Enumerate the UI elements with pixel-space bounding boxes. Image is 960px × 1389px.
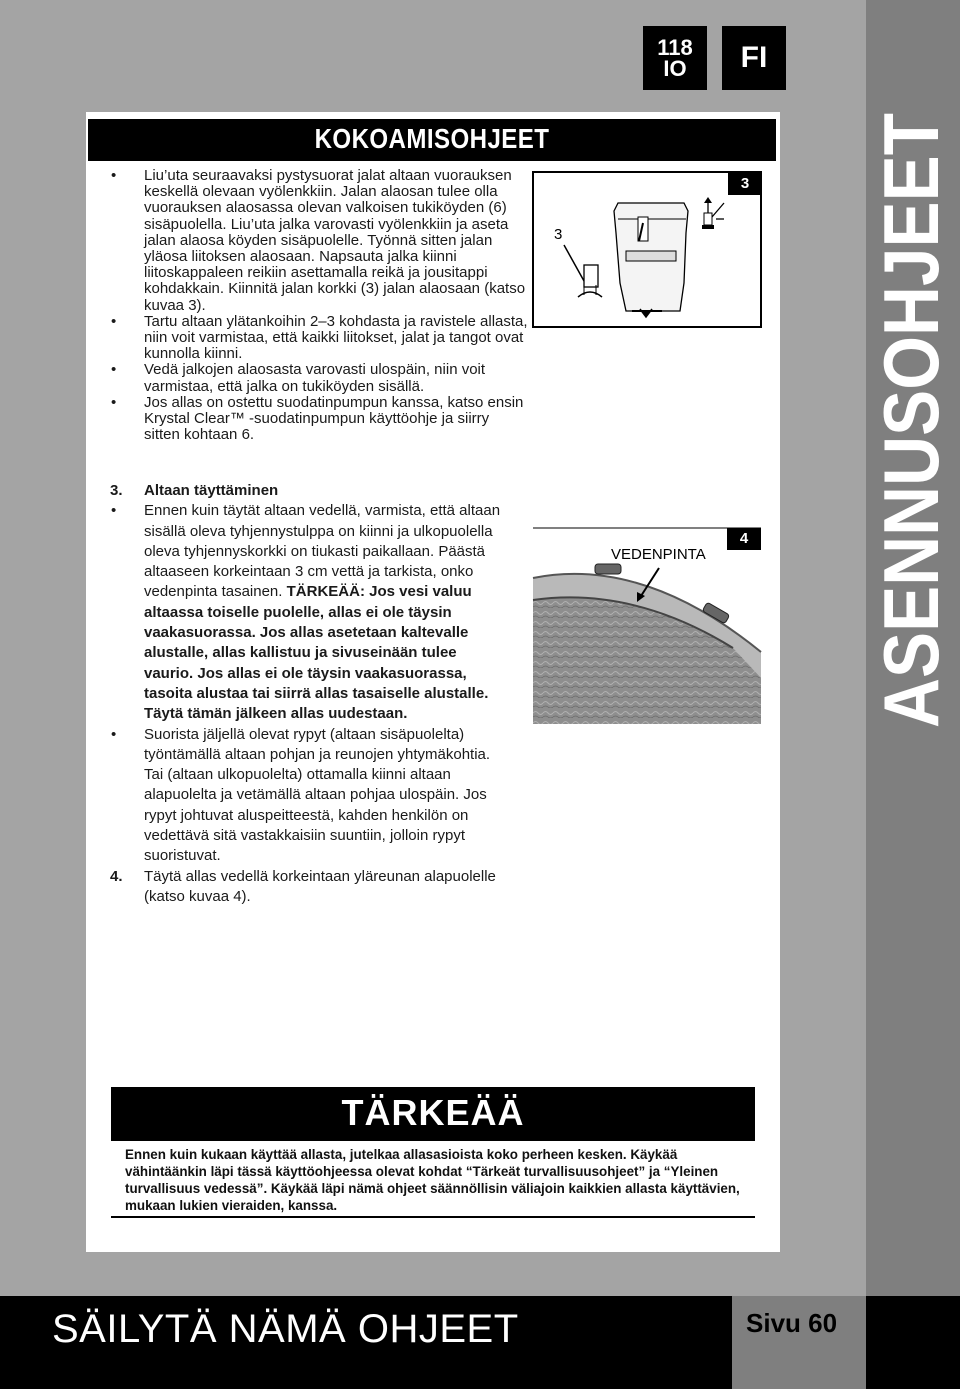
step-4-text: Täytä allas vedellä korkeintaan yläreunan alapuolelle (katso kuvaa 4). — [144, 867, 496, 905]
side-title — [867, 34, 955, 728]
page-number: Sivu 60 — [746, 1308, 838, 1338]
bullet-text: Liu’uta seuraavaksi pystysuorat jalat altaan vuorauksen keskellä olevaan vyölenkkiin. Jalan alaosan tulee olla vuorauksen alaosassa olevan valkoisen tukiköyden (6) sisäpuolella. Liu’uta jalka varovasti vyölenkkiin ja aseta jalan alaosa köyden sisäpuolelle. Työnnä sitten jalan yläosa liitoksen alaosaan. Napsauta jalka kiinni liitoskappaleen reikiin asettamalla reikä ja jousitappi kohdakkain. Kiinnitä jalan korkki (3) jalan alaosaan (katso kuvaa 3). — [144, 167, 526, 314]
assembly-bullets — [108, 168, 528, 443]
important-title: TÄRKEÄÄ — [341, 1092, 525, 1133]
section-title: KOKOAMISOHJEET — [314, 123, 550, 154]
water-level-label: VEDENPINTA — [611, 546, 706, 563]
step-3-warning-text: TÄRKEÄÄ: Jos vesi valuu altaassa toiselle puolelle, allas ei ole täysin vaakasuorassa. Jos allas asetetaan kaltevalle alustalle, allas kallistuu ja sivuseinään tulee vaurio. Jos allas ei ole täysin vaakasuorassa, tasoita alustaa tai siirrä allas tasaiselle alustalle. Täytä tämän jälkeen allas uudestaan. — [144, 583, 489, 723]
bullet-text: Vedä jalkojen alaosasta varovasti ulospäin, niin voit varmistaa, että jalka on tukiköyden sisällä. — [144, 361, 486, 395]
bullet-text: Tartu altaan ylätankoihin 2–3 kohdasta ja ravistele allasta, niin voit varmistaa, että kaikki liitokset, jalat ja tangot ovat kunnolla kiinni. — [144, 312, 528, 363]
model-line-2: IO — [663, 56, 687, 81]
footer-title: SÄILYTÄ NÄMÄ OHJEET — [52, 1307, 519, 1351]
step-3-heading: Altaan täyttäminen — [144, 482, 279, 499]
step-3-number: 3. — [110, 482, 123, 499]
important-text: Ennen kuin kukaan käyttää allasta, jutelkaa allasasioista koko perheen kesken. Käykää vähintäänkin läpi tässä käyttöohjeessa olevat kohdat “Tärkeät turvallisuusohjeet” ja “Yleinen turvallisuus vedessä”. Käykää läpi nämä ohjeet säännöllisin väliajoin kaikkien allasta käyttävien, mukaan lukien vieraiden, kanssa. — [125, 1147, 740, 1213]
list-item: • Jos allas on ostettu suodatinpumpun kanssa, katso ensin Krystal Clear™ -suodatinpumpun käyttöohje ja siirry sitten kohtaan 6. — [111, 393, 524, 444]
bullet-text: Jos allas on ostettu suodatinpumpun kanssa, katso ensin Krystal Clear™ -suodatinpumpun käyttöohje ja siirry sitten kohtaan 6. — [144, 393, 524, 444]
language-badge: FI — [722, 26, 786, 90]
figure-3-leg-cap — [532, 171, 762, 328]
side-title-graphic — [867, 34, 955, 728]
important-divider — [111, 1216, 755, 1218]
figure-3-tag: 3 — [728, 173, 762, 195]
model-badge — [643, 26, 707, 90]
list-item: • Suorista jäljellä olevat rypyt (altaan sisäpuolelta) työntämällä altaan pohjan ja reunojen yhtymäkohtia. Tai (altaan ulkopuolelta) ottamalla kiinni altaan alapuolelta ja vetämällä altaan pohjaa ulospäin. Jos rypyt johtuvat aluspeitteestä, kahden henkilön on vedettävä sitä vastakkaisiin suuntiin, jolloin rypyt suoristuvat. — [111, 725, 491, 865]
step-3-bullet-2-text: Suorista jäljellä olevat rypyt (altaan sisäpuolelta) työntämällä altaan pohjan ja reunojen yhtymäkohtia. Tai (altaan ulkopuolelta) ottamalla kiinni altaan alapuolelta ja vetämällä altaan pohjaa ulospäin. Jos rypyt johtuvat aluspeitteestä, kahden henkilön on vedettävä sitä vastakkaisiin suuntiin, jolloin rypyt suoristuvat. — [144, 725, 491, 865]
section-header — [88, 119, 776, 161]
figure-4-water-level — [533, 528, 761, 724]
step-3-heading-row — [108, 481, 508, 501]
figure-4-tag: 4 — [727, 528, 761, 550]
list-item: • Vedä jalkojen alaosasta varovasti ulospäin, niin voit varmistaa, että jalka on tukiköyden sisällä. — [111, 361, 486, 395]
step-3-bullet-1-text: Ennen kuin täytät altaan vedellä, varmista, että altaan sisällä oleva tyhjennystulppa on kiinni ja ulkopuolella oleva tyhjennyskorkki on tiukasti paikallaan. Päästä altaaseen korkeintaan 3 cm vettä ja tarkista, onko vedenpinta tasainen. — [144, 502, 501, 601]
step-3-section — [108, 481, 508, 907]
step-4-number: 4. — [110, 867, 123, 885]
water-level-illustration — [533, 528, 761, 724]
figure-3-callout: 3 — [554, 226, 563, 243]
model-line-1: 118 — [657, 35, 693, 60]
list-item: • Tartu altaan ylätankoihin 2–3 kohdasta ja ravistele allasta, niin voit varmistaa, että kaikki liitokset, jalat ja tangot ovat kunnolla kiinni. — [111, 312, 528, 363]
important-header — [111, 1087, 755, 1141]
list-item: • Ennen kuin täytät altaan vedellä, varmista, että altaan sisällä oleva tyhjennystulppa on kiinni ja ulkopuolella oleva tyhjennyskorkki on tiukasti paikallaan. Päästä altaaseen korkeintaan 3 cm vettä ja tarkista, onko vedenpinta tasainen. TÄRKEÄÄ: Jos vesi valuu altaassa toiselle puolelle, allas ei ole täysin vaakasuorassa. Jos allas asetetaan kaltevalle alustalle, allas kallistuu ja sivuseinään tulee vaurio. Jos allas ei ole täysin vaakasuorassa, tasoita alustaa tai siirrä allas tasaiselle alustalle. Täytä tämän jälkeen allas uudestaan. — [111, 502, 501, 723]
side-title-text: ASENNUSOHJEET — [867, 34, 955, 728]
list-item: • Liu’uta seuraavaksi pystysuorat jalat altaan vuorauksen keskellä olevaan vyölenkkiin. Jalan alaosan tulee olla vuorauksen alaosassa olevan valkoisen tukiköyden (6) sisäpuolella. Liu’uta jalka varovasti vyölenkkiin ja aseta jalan alaosa köyden sisäpuolelle. Työnnä sitten jalan yläosa liitoksen alaosaan. Napsauta jalka kiinni liitoskappaleen reikiin asettamalla reikä ja jousitappi kohdakkain. Kiinnitä jalan korkki (3) jalan alaosaan (katso kuvaa 3). — [111, 167, 526, 314]
leg-cap-illustration — [534, 173, 760, 326]
step-4-row — [108, 867, 508, 908]
